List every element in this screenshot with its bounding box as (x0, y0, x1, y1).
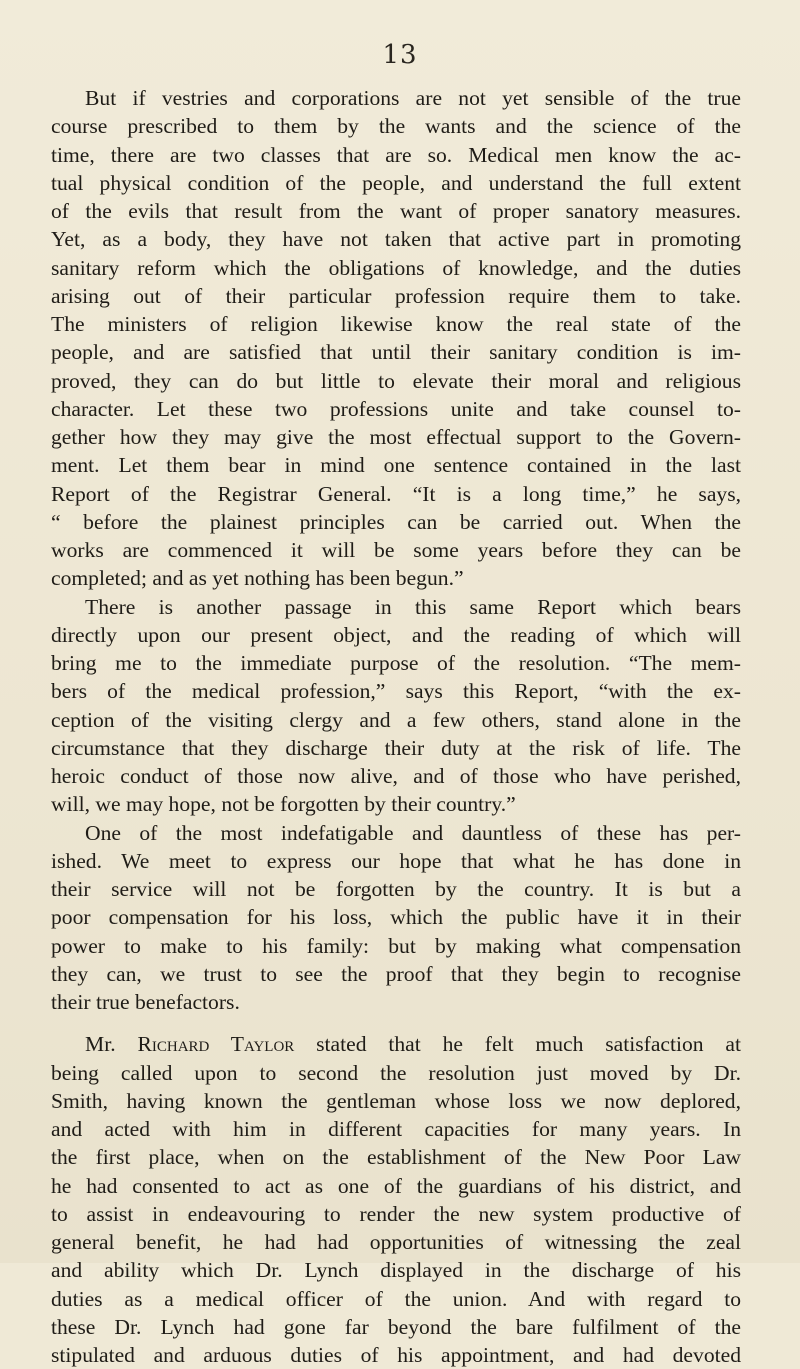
text-line: course prescribed to them by the wants and the science of the (51, 114, 741, 139)
speaker-name: Richard Taylor (137, 1032, 295, 1057)
text-line: power to make to his family: but by making what compensation (51, 933, 741, 958)
text-line: “ before the plainest principles can be carried out. When the (51, 509, 741, 534)
paragraph-2 (51, 593, 741, 819)
speaker-prefix: Mr. (85, 1032, 138, 1057)
text-line: he had consented to act as one of the guardians of his district, and (51, 1173, 741, 1198)
text-line: stipulated and arduous duties of his appointment, and had devoted (51, 1343, 741, 1367)
text-line (51, 1030, 741, 1058)
text-line: bring me to the immediate purpose of the resolution. “The mem- (51, 651, 741, 675)
text-line: There is another passage in this same Report which bears (85, 594, 741, 619)
text-line: directly upon our present object, and the reading of which will (51, 622, 741, 647)
text-line: arising out of their particular profession require them to take. (51, 283, 741, 308)
text-line: proved, they can do but little to elevate their moral and religious (51, 368, 741, 393)
text-line: gether how they may give the most effectual support to the Govern- (51, 425, 741, 449)
text-line: circumstance that they discharge their duty at the risk of life. The (51, 735, 741, 760)
text-line: ished. We meet to express our hope that what he has done in (51, 848, 741, 873)
text-line: their service will not be forgotten by the country. It is but a (51, 877, 741, 901)
text-line: ception of the visiting clergy and a few others, stand alone in the (51, 707, 741, 732)
text-line: their true benefactors. (51, 990, 240, 1014)
text-line: these Dr. Lynch had gone far beyond the bare fulfilment of the (51, 1314, 741, 1339)
text-line: Report of the Registrar General. “It is a long time,” he says, (51, 481, 741, 506)
text-line: character. Let these two professions unite and take counsel to- (51, 396, 741, 421)
text-line: The ministers of religion likewise know the real state of the (51, 312, 741, 336)
text-line: heroic conduct of those now alive, and of those who have perished, (51, 764, 741, 788)
text-line: will, we may hope, not be forgotten by their country.” (51, 792, 516, 817)
text-line: But if vestries and corporations are not yet sensible of the true (85, 86, 741, 110)
text-line: ment. Let them bear in mind one sentence contained in the last (51, 453, 741, 478)
text-line: being called upon to second the resolution just moved by Dr. (51, 1060, 741, 1085)
text-line: to assist in endeavouring to render the new system productive of (51, 1201, 741, 1226)
text-line: sanitary reform which the obligations of knowledge, and the duties (51, 255, 741, 280)
text-line: bers of the medical profession,” says this Report, “with the ex- (51, 679, 741, 704)
text-line: tual physical condition of the people, and understand the full extent (51, 170, 741, 195)
text-line: Smith, having known the gentleman whose loss we now deplored, (51, 1088, 741, 1113)
text-line: works are commenced it will be some years before they can be (51, 538, 741, 562)
paragraph-3 (51, 819, 741, 1017)
text-line: completed; and as yet nothing has been begun.” (51, 566, 464, 591)
paragraph-4 (51, 1030, 741, 1369)
text-line: and acted with him in different capacities for many years. In (51, 1117, 741, 1141)
text-line: poor compensation for his loss, which the public have it in their (51, 905, 741, 930)
page-number: 13 (382, 40, 418, 70)
text-line: people, and are satisfied that until their sanitary condition is im- (51, 340, 741, 365)
text-line: the first place, when on the establishment of the New Poor Law (51, 1145, 741, 1170)
text-line: general benefit, he had had opportunities of witnessing the zeal (51, 1230, 741, 1254)
paragraph-1 (51, 84, 741, 593)
text-line: time, there are two classes that are so. Medical men know the ac- (51, 142, 741, 167)
body-text (51, 84, 741, 1369)
text-line: of the evils that result from the want of proper sanatory measures. (51, 199, 741, 223)
text-line: One of the most indefatigable and dauntless of these has per- (85, 820, 741, 845)
text-line: Yet, as a body, they have not taken that active part in promoting (51, 227, 741, 252)
text-line: they can, we trust to see the proof that they begin to recognise (51, 961, 741, 986)
text-line: and ability which Dr. Lynch displayed in the discharge of his (51, 1258, 741, 1283)
text-line: duties as a medical officer of the union. And with regard to (51, 1286, 741, 1311)
paragraph-gap (51, 1016, 741, 1030)
first-line-rest: stated that he felt much satisfaction at (294, 1032, 742, 1057)
